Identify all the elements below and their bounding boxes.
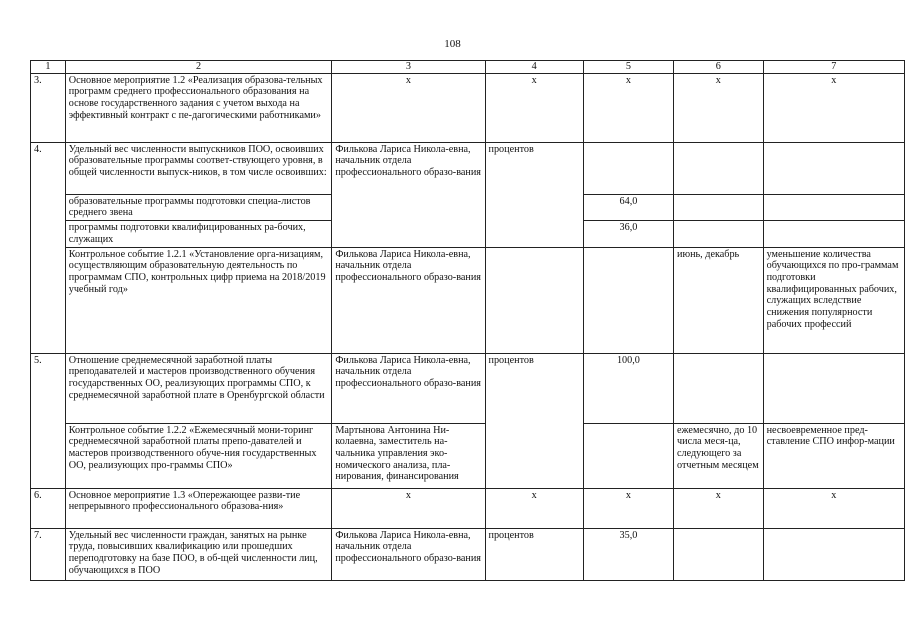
activity-text: образовательные программы подготовки специа-листов среднего звена [65,194,332,220]
activity-text: Удельный вес численности граждан, занятых на рынке труда, повысивших квалификацию или прошедших переподготовку на базе ПОО, в об-щей численности лиц, обучающихся в ПОО [65,528,332,580]
value-cell: 35,0 [583,528,673,580]
unit-cell [485,247,583,353]
risk-cell: уменьшение количества обучающихся по про-граммам подготовки квалифицированных рабочих, служащих вследствие снижения популярности рабочих профессий [763,247,904,353]
deadline-cell: х [674,488,764,528]
responsible-cell: х [332,73,485,142]
activity-text: Основное мероприятие 1.3 «Опережающее разви-тие непрерывного профессионального образова-ния» [65,488,332,528]
risk-cell [763,194,904,220]
value-cell: 100,0 [583,353,673,423]
deadline-cell: ежемесячно, до 10 числа меся-ца, следующего за отчетным месяцем [674,423,764,488]
deadline-cell [674,528,764,580]
risk-cell [763,528,904,580]
table-row [31,142,905,194]
deadline-cell: х [674,73,764,142]
risk-cell [763,221,904,247]
table-row [31,247,905,353]
table-row [31,488,905,528]
risk-cell [763,353,904,423]
header-cell-2: 2 [65,61,332,74]
unit-cell: процентов [485,142,583,247]
risk-cell [763,142,904,194]
control-event-text: Контрольное событие 1.2.1 «Установление орга-низациям, осуществляющим образовательную деятельность по программам СПО, контрольных цифр приема на 2018/2019 учебный год» [65,247,332,353]
risk-cell: несвоевременное пред-ставление СПО инфор-мации [763,423,904,488]
value-cell [583,142,673,194]
row-number: 5. [31,353,66,488]
header-cell-3: 3 [332,61,485,74]
activity-text: программы подготовки квалифицированных ра-бочих, служащих [65,221,332,247]
row-number: 7. [31,528,66,580]
responsible-cell: Филькова Лариса Никола-евна, начальник отдела профессионального образо-вания [332,528,485,580]
unit-cell: х [485,488,583,528]
header-cell-1: 1 [31,61,66,74]
value-cell [583,247,673,353]
table-row [31,423,905,488]
table-row [31,73,905,142]
responsible-cell: Мартынова Антонина Ни-колаевна, заместитель на-чальника управления эко-номического анализа, пла-нирования, финансирования [332,423,485,488]
unit-cell: процентов [485,528,583,580]
row-number: 4. [31,142,66,353]
control-event-text: Контрольное событие 1.2.2 «Ежемесячный мони-торинг среднемесячной заработной платы препо-давателей и мастеров производственного обуче-ния государственных ОО, реализующих про-граммы СПО» [65,423,332,488]
value-cell [583,423,673,488]
page-number: 108 [444,38,461,50]
header-cell-4: 4 [485,61,583,74]
header-cell-5: 5 [583,61,673,74]
risk-cell: х [763,73,904,142]
activity-text: Удельный вес численности выпускников ПОО, освоивших образовательные программы соответ-ствующего уровня, в общей численности выпуск-ников, в том числе освоивших: [65,142,332,194]
header-cell-7: 7 [763,61,904,74]
value-cell: 64,0 [583,194,673,220]
plan-table [30,60,905,581]
risk-cell: х [763,488,904,528]
responsible-cell: Филькова Лариса Никола-евна, начальник отдела профессионального образо-вания [332,247,485,353]
deadline-cell [674,353,764,423]
deadline-cell [674,221,764,247]
row-number: 3. [31,73,66,142]
responsible-cell: х [332,488,485,528]
deadline-cell: июнь, декабрь [674,247,764,353]
deadline-cell [674,142,764,194]
value-cell: 36,0 [583,221,673,247]
value-cell: х [583,488,673,528]
responsible-cell: Филькова Лариса Никола-евна, начальник отдела профессионального образо-вания [332,142,485,247]
value-cell: х [583,73,673,142]
header-row [31,61,905,74]
activity-text: Основное мероприятие 1.2 «Реализация образова-тельных программ среднего профессионального образования на основе государственного задания с учетом выхода на эффективный контракт с пе-дагогическими работниками» [65,73,332,142]
table-row [31,353,905,423]
responsible-cell: Филькова Лариса Никола-евна, начальник отдела профессионального образо-вания [332,353,485,423]
deadline-cell [674,194,764,220]
table-row [31,528,905,580]
header-cell-6: 6 [674,61,764,74]
activity-text: Отношение среднемесячной заработной платы преподавателей и мастеров производственного обучения государственных ОО, реализующих программы СПО, к среднемесячной заработной плате в Оренбургской области [65,353,332,423]
unit-cell: процентов [485,353,583,488]
unit-cell: х [485,73,583,142]
row-number: 6. [31,488,66,528]
